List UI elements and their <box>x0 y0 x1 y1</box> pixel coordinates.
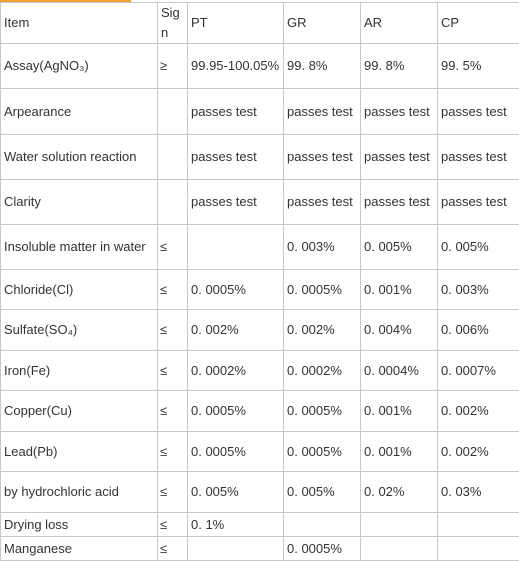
cell-item: Manganese <box>1 537 158 561</box>
table-row <box>1 310 519 351</box>
cell-pt: 0. 005% <box>188 472 284 513</box>
cell-sign: ≤ <box>158 472 188 513</box>
cell-item: Arpearance <box>1 89 158 135</box>
cell-ar: 0. 001% <box>361 432 438 472</box>
cell-gr: 0. 005% <box>284 472 361 513</box>
cell-cp: 0. 005% <box>438 225 519 270</box>
cell-gr: 0. 0005% <box>284 537 361 561</box>
cell-ar: passes test <box>361 135 438 180</box>
cell-ar: 0. 02% <box>361 472 438 513</box>
cell-gr: 0. 002% <box>284 310 361 351</box>
cell-cp: 0. 0007% <box>438 351 519 391</box>
cell-pt: 99.95-100.05% <box>188 44 284 89</box>
cell-pt: passes test <box>188 135 284 180</box>
cell-ar: 0. 004% <box>361 310 438 351</box>
cell-ar: 0. 0004% <box>361 351 438 391</box>
cell-sign: ≤ <box>158 351 188 391</box>
cell-gr: passes test <box>284 89 361 135</box>
table-row <box>1 270 519 310</box>
cell-sign: ≤ <box>158 513 188 537</box>
header-sign: Sign <box>158 3 188 44</box>
cell-gr: 0. 0002% <box>284 351 361 391</box>
cell-pt <box>188 537 284 561</box>
cell-gr: passes test <box>284 180 361 225</box>
table-row <box>1 391 519 432</box>
cell-gr: passes test <box>284 135 361 180</box>
cell-pt: 0. 0005% <box>188 432 284 472</box>
cell-cp: 0. 002% <box>438 391 519 432</box>
cell-sign: ≤ <box>158 537 188 561</box>
cell-sign: ≤ <box>158 310 188 351</box>
cell-cp: passes test <box>438 135 519 180</box>
cell-cp: 0. 006% <box>438 310 519 351</box>
table-header-row <box>1 3 519 44</box>
cell-pt: 0. 0005% <box>188 270 284 310</box>
cell-item: Insoluble matter in water <box>1 225 158 270</box>
cell-cp <box>438 537 519 561</box>
header-ar: AR <box>361 3 438 44</box>
cell-item: Chloride(Cl) <box>1 270 158 310</box>
cell-cp: 0. 003% <box>438 270 519 310</box>
cell-pt: 0. 0002% <box>188 351 284 391</box>
table-row <box>1 135 519 180</box>
cell-gr <box>284 513 361 537</box>
header-item: Item <box>1 3 158 44</box>
cell-sign: ≤ <box>158 391 188 432</box>
cell-pt: 0. 002% <box>188 310 284 351</box>
cell-ar <box>361 537 438 561</box>
cell-item: Clarity <box>1 180 158 225</box>
cell-ar: passes test <box>361 180 438 225</box>
table-row <box>1 180 519 225</box>
table-row <box>1 472 519 513</box>
cell-gr: 0. 003% <box>284 225 361 270</box>
cell-item: Copper(Cu) <box>1 391 158 432</box>
cell-pt: passes test <box>188 89 284 135</box>
cell-item: Water solution reaction <box>1 135 158 180</box>
table-row <box>1 89 519 135</box>
cell-item: by hydrochloric acid <box>1 472 158 513</box>
cell-item: Iron(Fe) <box>1 351 158 391</box>
cell-cp <box>438 513 519 537</box>
cell-sign: ≤ <box>158 432 188 472</box>
cell-gr: 0. 0005% <box>284 391 361 432</box>
cell-pt: 0. 1% <box>188 513 284 537</box>
header-pt: PT <box>188 3 284 44</box>
cell-gr: 0. 0005% <box>284 270 361 310</box>
cell-sign <box>158 180 188 225</box>
cell-ar: 0. 005% <box>361 225 438 270</box>
cell-ar: 99. 8% <box>361 44 438 89</box>
cell-sign: ≥ <box>158 44 188 89</box>
header-cp: CP <box>438 3 519 44</box>
cell-cp: 0. 03% <box>438 472 519 513</box>
table-row <box>1 537 519 561</box>
cell-sign <box>158 89 188 135</box>
table-row <box>1 225 519 270</box>
cell-cp: 0. 002% <box>438 432 519 472</box>
cell-ar <box>361 513 438 537</box>
table-row <box>1 432 519 472</box>
cell-sign: ≤ <box>158 225 188 270</box>
specification-table <box>0 2 519 561</box>
cell-item: Assay(AgNO₃) <box>1 44 158 89</box>
cell-pt: 0. 0005% <box>188 391 284 432</box>
header-gr: GR <box>284 3 361 44</box>
cell-item: Sulfate(SO₄) <box>1 310 158 351</box>
table-row <box>1 44 519 89</box>
cell-pt <box>188 225 284 270</box>
cell-sign <box>158 135 188 180</box>
cell-pt: passes test <box>188 180 284 225</box>
cell-gr: 0. 0005% <box>284 432 361 472</box>
cell-gr: 99. 8% <box>284 44 361 89</box>
cell-cp: passes test <box>438 89 519 135</box>
cell-ar: 0. 001% <box>361 270 438 310</box>
cell-ar: passes test <box>361 89 438 135</box>
cell-sign: ≤ <box>158 270 188 310</box>
cell-item: Drying loss <box>1 513 158 537</box>
cell-ar: 0. 001% <box>361 391 438 432</box>
table-row <box>1 513 519 537</box>
cell-cp: 99. 5% <box>438 44 519 89</box>
table-row <box>1 351 519 391</box>
cell-cp: passes test <box>438 180 519 225</box>
cell-item: Lead(Pb) <box>1 432 158 472</box>
